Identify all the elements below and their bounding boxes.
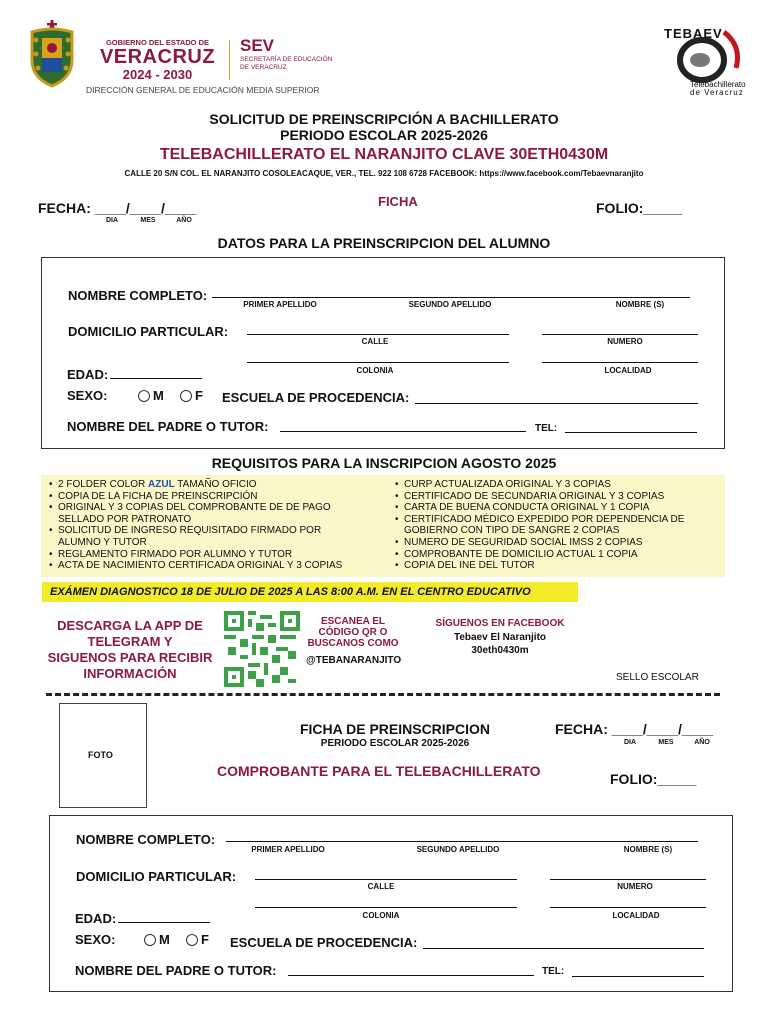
req-right-item: • CERTIFICADO MÉDICO EXPEDIDO POR DEPENDENCIA DE GOBIERNO CON TIPO DE SANGRE 2 COPIAS bbox=[394, 514, 719, 537]
qr-line2: CÓDIGO QR O bbox=[318, 627, 388, 638]
receipt-radio-f[interactable] bbox=[186, 934, 198, 946]
localidad-label: LOCALIDAD bbox=[604, 366, 652, 375]
sev-line2: DE VERACRUZ bbox=[240, 64, 287, 71]
req-left-item: • COPIA DE LA FICHA DE PREINSCRIPCIÓN bbox=[48, 491, 348, 503]
receipt-sexo-f-option[interactable] bbox=[186, 932, 209, 947]
gov-line1: GOBIERNO DEL ESTADO DE bbox=[105, 38, 210, 47]
receipt-localidad-line[interactable] bbox=[550, 907, 706, 908]
receipt-sexo-m-label: M bbox=[159, 932, 170, 947]
tel-label: TEL: bbox=[535, 423, 558, 434]
qr-code[interactable] bbox=[224, 611, 300, 687]
requirements-heading: REQUISITOS PARA LA INSCRIPCION AGOSTO 2025 bbox=[211, 455, 557, 471]
receipt-period: PERIODO ESCOLAR 2025-2026 bbox=[320, 738, 470, 749]
facebook-name: Tebaev El Naranjito bbox=[453, 632, 547, 643]
ficha-label: FICHA bbox=[378, 194, 418, 209]
domicilio-label: DOMICILIO PARTICULAR: bbox=[68, 324, 229, 339]
requirements-right-list bbox=[394, 479, 719, 572]
fecha-dia-label: DIA bbox=[105, 217, 119, 224]
school-name: TELEBACHILLERATO EL NARANJITO CLAVE 30ETH0430M bbox=[159, 146, 609, 163]
facebook-code: 30eth0430m bbox=[471, 645, 529, 656]
facebook-title: SÍGUENOS EN FACEBOOK bbox=[435, 618, 565, 629]
cut-line bbox=[46, 693, 720, 696]
receipt-escuela-line[interactable] bbox=[423, 948, 704, 949]
nombres-label: NOMBRE (S) bbox=[615, 300, 665, 309]
req-right-item: • CARTA DE BUENA CONDUCTA ORIGINAL Y 1 COPIA bbox=[394, 502, 719, 514]
veracruz-coat-of-arms bbox=[26, 20, 78, 88]
receipt-colonia-label: COLONIA bbox=[362, 911, 400, 920]
req-right-item: • NUMERO DE SEGURIDAD SOCIAL IMSS 2 COPIAS bbox=[394, 537, 719, 549]
receipt-anio-label: AÑO bbox=[694, 739, 710, 746]
exam-banner: EXÁMEN DIAGNOSTICO 18 DE JULIO DE 2025 A LAS 8:00 A.M. EN EL CENTRO EDUCATIVO bbox=[42, 582, 578, 602]
receipt-edad-label: EDAD: bbox=[75, 911, 117, 926]
doc-title: SOLICITUD DE PREINSCRIPCIÓN A BACHILLERATO bbox=[209, 111, 559, 127]
req-left-item: • ORIGINAL Y 3 COPIAS DEL COMPROBANTE DE DE PAGO SELLADO POR PATRONATO bbox=[48, 502, 348, 525]
tebaev-logo-icon bbox=[666, 22, 742, 88]
sev-line1: SECRETARÍA DE EDUCACIÓN bbox=[240, 56, 333, 63]
req-right-item: • CURP ACTUALIZADA ORIGINAL Y 3 COPIAS bbox=[394, 479, 719, 491]
section1-heading: DATOS PARA LA PREINSCRIPCION DEL ALUMNO bbox=[217, 235, 551, 251]
escuela-line[interactable] bbox=[415, 403, 698, 404]
req-right-item: • COPIA DEL INE DEL TUTOR bbox=[394, 560, 719, 572]
req-left-item: • SOLICITUD DE INGRESO REQUISITADO FIRMADO POR ALUMNO Y TUTOR bbox=[48, 525, 348, 548]
edad-label: EDAD: bbox=[67, 367, 109, 382]
colonia-line[interactable] bbox=[247, 362, 509, 363]
tel-line[interactable] bbox=[565, 432, 697, 433]
fecha-field[interactable]: FECHA: ____/____/____ bbox=[38, 200, 196, 216]
receipt-nombre-label: NOMBRE COMPLETO: bbox=[76, 832, 216, 847]
radio-f[interactable] bbox=[180, 390, 192, 402]
padre-line[interactable] bbox=[280, 431, 526, 432]
numero-label: NUMERO bbox=[607, 337, 643, 346]
gov-years: 2024 - 2030 bbox=[122, 67, 193, 82]
receipt-escuela-label: ESCUELA DE PROCEDENCIA: bbox=[230, 935, 418, 950]
sexo-m-label: M bbox=[153, 388, 164, 403]
nombre-label: NOMBRE COMPLETO: bbox=[68, 288, 208, 303]
req-right-item: • CERTIFICADO DE SECUNDARIA ORIGINAL Y 3 COPIAS bbox=[394, 491, 719, 503]
receipt-calle-line[interactable] bbox=[255, 879, 517, 880]
school-address: CALLE 20 S/N COL. EL NARANJITO COSOLEACAQUE, VER., TEL. 922 108 6728 FACEBOOK: https://www.facebook.com/Tebaevnaranjito bbox=[124, 169, 644, 178]
fecha-anio-label: AÑO bbox=[176, 217, 192, 224]
calle-line[interactable] bbox=[247, 334, 509, 335]
receipt-nombre-line[interactable] bbox=[226, 841, 698, 842]
nombre-line[interactable] bbox=[212, 297, 690, 298]
escuela-label: ESCUELA DE PROCEDENCIA: bbox=[222, 390, 410, 405]
receipt-domicilio-label: DOMICILIO PARTICULAR: bbox=[76, 869, 237, 884]
header-divider bbox=[229, 40, 230, 80]
sev-logo: SEV bbox=[240, 36, 275, 55]
receipt-colonia-line[interactable] bbox=[255, 907, 517, 908]
req-left-item: • ACTA DE NACIMIENTO CERTIFICADA ORIGINAL Y 3 COPIAS bbox=[48, 560, 348, 572]
tebaev-wordmark: TEBAEV bbox=[664, 26, 723, 41]
sello-escolar-label: SELLO ESCOLAR bbox=[616, 672, 699, 683]
receipt-comprobante: COMPROBANTE PARA EL TELEBACHILLERATO bbox=[217, 763, 541, 779]
requirements-left-list bbox=[48, 479, 348, 572]
telegram-handle: @TEBANARANJITO bbox=[306, 655, 402, 666]
req-folder bbox=[48, 479, 348, 491]
telegram-line1: DESCARGA LA APP DE bbox=[57, 618, 203, 633]
sexo-m-option[interactable] bbox=[138, 388, 164, 403]
colonia-label: COLONIA bbox=[356, 366, 394, 375]
receipt-tel-label: TEL: bbox=[542, 966, 565, 977]
receipt-sexo-label: SEXO: bbox=[75, 932, 116, 947]
receipt-padre-line[interactable] bbox=[288, 975, 534, 976]
receipt-sexo-m-option[interactable] bbox=[144, 932, 170, 947]
sexo-f-option[interactable] bbox=[180, 388, 203, 403]
receipt-fecha-field[interactable]: FECHA: ____/____/____ bbox=[555, 721, 713, 737]
receipt-mes-label: MES bbox=[658, 739, 674, 746]
receipt-radio-m[interactable] bbox=[144, 934, 156, 946]
numero-line[interactable] bbox=[542, 334, 698, 335]
receipt-edad-line[interactable] bbox=[118, 922, 210, 923]
direction-text: DIRECCIÓN GENERAL DE EDUCACIÓN MEDIA SUPERIOR bbox=[86, 85, 320, 95]
tebaev-sub2: de Veracruz bbox=[690, 88, 744, 97]
receipt-dia-label: DIA bbox=[623, 739, 637, 746]
receipt-numero-label: NUMERO bbox=[617, 882, 653, 891]
sexo-label: SEXO: bbox=[67, 388, 108, 403]
calle-label: CALLE bbox=[361, 337, 389, 346]
primer-apellido-label: PRIMER APELLIDO bbox=[243, 300, 317, 309]
telegram-line4: INFORMACIÓN bbox=[83, 666, 177, 681]
doc-period: PERIODO ESCOLAR 2025-2026 bbox=[280, 127, 488, 143]
receipt-folio-field[interactable]: FOLIO:_____ bbox=[610, 771, 697, 787]
telegram-line3: SIGUENOS PARA RECIBIR bbox=[47, 650, 213, 665]
qr-line3: BUSCANOS COMO bbox=[307, 638, 399, 649]
receipt-segundo-label: SEGUNDO APELLIDO bbox=[416, 845, 500, 854]
padre-label: NOMBRE DEL PADRE O TUTOR: bbox=[67, 419, 269, 434]
receipt-padre-label: NOMBRE DEL PADRE O TUTOR: bbox=[75, 963, 277, 978]
receipt-tel-line[interactable] bbox=[572, 976, 704, 977]
req-folder-post: TAMAÑO OFICIO bbox=[174, 479, 257, 490]
telegram-line2: TELEGRAM Y bbox=[87, 634, 173, 649]
receipt-calle-label: CALLE bbox=[367, 882, 395, 891]
req-folder-pre: 2 FOLDER COLOR bbox=[58, 479, 149, 490]
receipt-nombres-label: NOMBRE (S) bbox=[623, 845, 673, 854]
receipt-sexo-f-label: F bbox=[201, 932, 209, 947]
edad-line[interactable] bbox=[110, 378, 202, 379]
receipt-localidad-label: LOCALIDAD bbox=[612, 911, 660, 920]
receipt-numero-line[interactable] bbox=[550, 879, 706, 880]
photo-label: FOTO bbox=[88, 750, 113, 760]
folio-field[interactable]: FOLIO:_____ bbox=[596, 200, 683, 216]
qr-line1: ESCANEA EL bbox=[320, 616, 386, 627]
fecha-mes-label: MES bbox=[140, 217, 156, 224]
receipt-title: FICHA DE PREINSCRIPCION bbox=[299, 721, 491, 737]
req-right-item: • COMPROBANTE DE DOMICILIO ACTUAL 1 COPIA bbox=[394, 549, 719, 561]
gov-line2: VERACRUZ bbox=[99, 46, 216, 68]
segundo-apellido-label: SEGUNDO APELLIDO bbox=[408, 300, 492, 309]
req-folder-color: AZUL bbox=[148, 479, 175, 490]
sexo-f-label: F bbox=[195, 388, 203, 403]
radio-m[interactable] bbox=[138, 390, 150, 402]
req-left-item: • REGLAMENTO FIRMADO POR ALUMNO Y TUTOR bbox=[48, 549, 348, 561]
tebaev-sub1: Telebachillerato bbox=[690, 80, 746, 89]
localidad-line[interactable] bbox=[542, 362, 698, 363]
receipt-primer-label: PRIMER APELLIDO bbox=[251, 845, 325, 854]
